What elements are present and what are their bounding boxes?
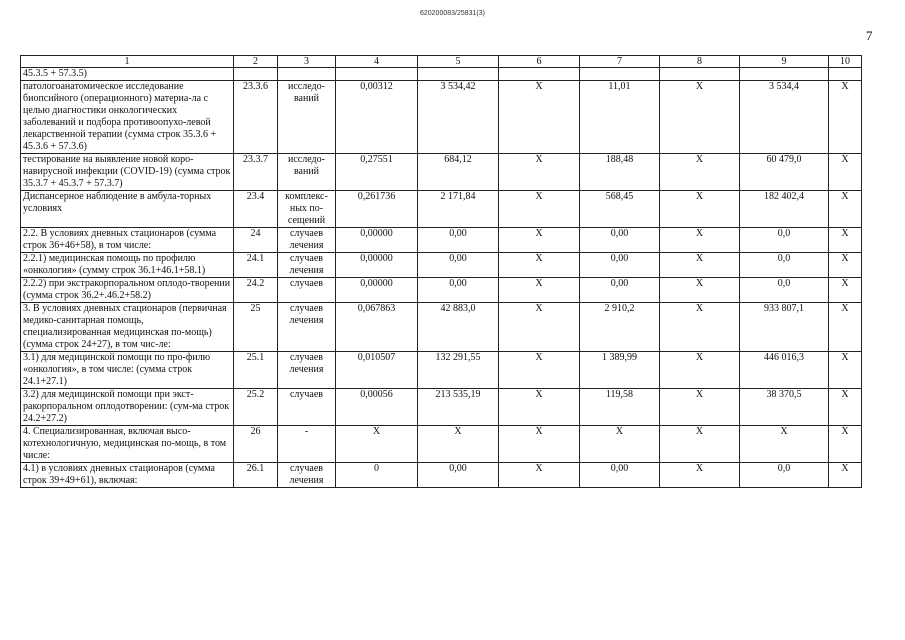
cell-col8 — [660, 68, 740, 81]
cell-col6: Х — [499, 352, 580, 389]
cell-col7: 0,00 — [580, 278, 660, 303]
cell-col6: Х — [499, 278, 580, 303]
cell-col4: 0,00000 — [336, 253, 418, 278]
table-row — [21, 426, 862, 463]
cell-col6: Х — [499, 191, 580, 228]
row-unit: исследо-ваний — [278, 154, 336, 191]
cell-col8: Х — [660, 352, 740, 389]
cell-col7: 188,48 — [580, 154, 660, 191]
row-unit: случаев — [278, 278, 336, 303]
row-unit: случаев лечения — [278, 352, 336, 389]
row-unit: случаев лечения — [278, 228, 336, 253]
cell-col7: 568,45 — [580, 191, 660, 228]
cell-col6: Х — [499, 389, 580, 426]
cell-col7 — [580, 68, 660, 81]
row-code: 24 — [234, 228, 278, 253]
cell-col10: Х — [829, 191, 862, 228]
cell-col9: 38 370,5 — [740, 389, 829, 426]
column-header: 7 — [580, 56, 660, 68]
row-unit: комплекс-ных по-сещений — [278, 191, 336, 228]
column-header: 5 — [418, 56, 499, 68]
cell-col10: Х — [829, 352, 862, 389]
table-row — [21, 352, 862, 389]
cell-col9: 0,0 — [740, 463, 829, 488]
cell-col10: Х — [829, 426, 862, 463]
table-row — [21, 154, 862, 191]
cell-col4: 0,00056 — [336, 389, 418, 426]
row-unit: случаев лечения — [278, 303, 336, 352]
row-label: 3.1) для медицинской помощи по про-филю «онкология», в том числе: (сумма строк 24.1+27.1) — [21, 352, 234, 389]
cell-col6: Х — [499, 463, 580, 488]
cell-col9: 3 534,4 — [740, 81, 829, 154]
cell-col6: Х — [499, 426, 580, 463]
cell-col7: 0,00 — [580, 253, 660, 278]
cell-col4: 0,00000 — [336, 278, 418, 303]
table-row — [21, 303, 862, 352]
cell-col5: 0,00 — [418, 278, 499, 303]
cell-col8: Х — [660, 463, 740, 488]
row-code: 26.1 — [234, 463, 278, 488]
table-row — [21, 228, 862, 253]
cell-col9: 933 807,1 — [740, 303, 829, 352]
cell-col9: 0,0 — [740, 228, 829, 253]
cell-col4: 0,067863 — [336, 303, 418, 352]
table-row — [21, 191, 862, 228]
table-row — [21, 389, 862, 426]
row-code — [234, 68, 278, 81]
row-code: 24.2 — [234, 278, 278, 303]
cell-col5: 684,12 — [418, 154, 499, 191]
cell-col4: Х — [336, 426, 418, 463]
column-header: 8 — [660, 56, 740, 68]
column-header: 4 — [336, 56, 418, 68]
row-unit: случаев лечения — [278, 253, 336, 278]
row-label: 4. Специализированная, включая высо-котехнологичную, медицинская по-мощь, в том числе: — [21, 426, 234, 463]
cell-col9: 60 479,0 — [740, 154, 829, 191]
row-label: 2.2.2) при экстракорпоральном оплодо-творении (сумма строк 36.2+.46.2+58.2) — [21, 278, 234, 303]
cell-col10: Х — [829, 81, 862, 154]
row-code: 24.1 — [234, 253, 278, 278]
cell-col9 — [740, 68, 829, 81]
row-label: 2.2. В условиях дневных стационаров (сумма строк 36+46+58), в том числе: — [21, 228, 234, 253]
row-label: 4.1) в условиях дневных стационаров (сумма строк 39+49+61), включая: — [21, 463, 234, 488]
cell-col8: Х — [660, 154, 740, 191]
column-header: 3 — [278, 56, 336, 68]
table-row — [21, 253, 862, 278]
cell-col8: Х — [660, 253, 740, 278]
cell-col7: 2 910,2 — [580, 303, 660, 352]
row-code: 23.3.7 — [234, 154, 278, 191]
cell-col8: Х — [660, 303, 740, 352]
table-row — [21, 68, 862, 81]
cell-col7: 119,58 — [580, 389, 660, 426]
row-unit: исследо-ваний — [278, 81, 336, 154]
cell-col5: 2 171,84 — [418, 191, 499, 228]
row-label: 2.2.1) медицинская помощь по профилю «онкология» (сумму строк 36.1+46.1+58.1) — [21, 253, 234, 278]
page-number: 7 — [866, 28, 873, 43]
cell-col4: 0,00312 — [336, 81, 418, 154]
column-header: 9 — [740, 56, 829, 68]
cell-col4: 0,00000 — [336, 228, 418, 253]
cell-col10: Х — [829, 253, 862, 278]
cell-col7: 11,01 — [580, 81, 660, 154]
cell-col10: Х — [829, 303, 862, 352]
cell-col10: Х — [829, 228, 862, 253]
data-table — [20, 55, 862, 488]
row-code: 25 — [234, 303, 278, 352]
cell-col5: 42 883,0 — [418, 303, 499, 352]
cell-col5: Х — [418, 426, 499, 463]
row-label: Диспансерное наблюдение в амбула-торных условиях — [21, 191, 234, 228]
row-unit — [278, 68, 336, 81]
document-id: 620200083/25831(3) — [419, 10, 485, 17]
header-row — [21, 56, 862, 68]
cell-col4: 0,261736 — [336, 191, 418, 228]
cell-col8: Х — [660, 81, 740, 154]
cell-col5: 0,00 — [418, 228, 499, 253]
row-code: 23.4 — [234, 191, 278, 228]
cell-col8: Х — [660, 228, 740, 253]
row-unit: случаев лечения — [278, 463, 336, 488]
cell-col5 — [418, 68, 499, 81]
cell-col4: 0,010507 — [336, 352, 418, 389]
cell-col9: 0,0 — [740, 278, 829, 303]
cell-col7: Х — [580, 426, 660, 463]
cell-col6: Х — [499, 154, 580, 191]
row-unit: случаев — [278, 389, 336, 426]
cell-col7: 0,00 — [580, 228, 660, 253]
cell-col9: 0,0 — [740, 253, 829, 278]
table-row — [21, 81, 862, 154]
column-header: 6 — [499, 56, 580, 68]
cell-col8: Х — [660, 278, 740, 303]
cell-col6 — [499, 68, 580, 81]
cell-col8: Х — [660, 191, 740, 228]
cell-col6: Х — [499, 81, 580, 154]
cell-col9: Х — [740, 426, 829, 463]
cell-col6: Х — [499, 303, 580, 352]
cell-col10: Х — [829, 278, 862, 303]
cell-col7: 1 389,99 — [580, 352, 660, 389]
cell-col8: Х — [660, 426, 740, 463]
cell-col7: 0,00 — [580, 463, 660, 488]
column-header: 10 — [829, 56, 862, 68]
row-code: 25.2 — [234, 389, 278, 426]
cell-col8: Х — [660, 389, 740, 426]
cell-col5: 132 291,55 — [418, 352, 499, 389]
row-label: 3. В условиях дневных стационаров (первичная медико-санитарная помощь, специализированная медицинская по-мощь) (сумма строк 24+27), в том чис-ле: — [21, 303, 234, 352]
cell-col9: 182 402,4 — [740, 191, 829, 228]
row-label: 3.2) для медицинской помощи при экст-ракорпоральном оплодотворении: (сум-ма строк 24.2+27.2) — [21, 389, 234, 426]
cell-col10: Х — [829, 389, 862, 426]
table-row — [21, 278, 862, 303]
cell-col6: Х — [499, 228, 580, 253]
cell-col5: 3 534,42 — [418, 81, 499, 154]
cell-col10: Х — [829, 463, 862, 488]
cell-col5: 0,00 — [418, 253, 499, 278]
column-header: 1 — [21, 56, 234, 68]
cell-col4 — [336, 68, 418, 81]
row-label: тестирование на выявление новой коро-навирусной инфекции (COVID-19) (сумма строк 35.3.7 + 45.3.7 + 57.3.7) — [21, 154, 234, 191]
row-label: патологоанатомическое исследование биопсийного (операционного) материа-ла с целью диагностики онкологических заболеваний и подбора противоопухо-левой лекарственной терапии (сумма строк 35.3.6 + 45.3.6 + 57.3.6) — [21, 81, 234, 154]
row-label: 45.3.5 + 57.3.5) — [21, 68, 234, 81]
row-code: 26 — [234, 426, 278, 463]
row-code: 25.1 — [234, 352, 278, 389]
cell-col10 — [829, 68, 862, 81]
table-row — [21, 463, 862, 488]
column-header: 2 — [234, 56, 278, 68]
cell-col9: 446 016,3 — [740, 352, 829, 389]
row-unit: - — [278, 426, 336, 463]
row-code: 23.3.6 — [234, 81, 278, 154]
cell-col4: 0 — [336, 463, 418, 488]
cell-col5: 213 535,19 — [418, 389, 499, 426]
cell-col4: 0,27551 — [336, 154, 418, 191]
cell-col6: Х — [499, 253, 580, 278]
cell-col10: Х — [829, 154, 862, 191]
cell-col5: 0,00 — [418, 463, 499, 488]
